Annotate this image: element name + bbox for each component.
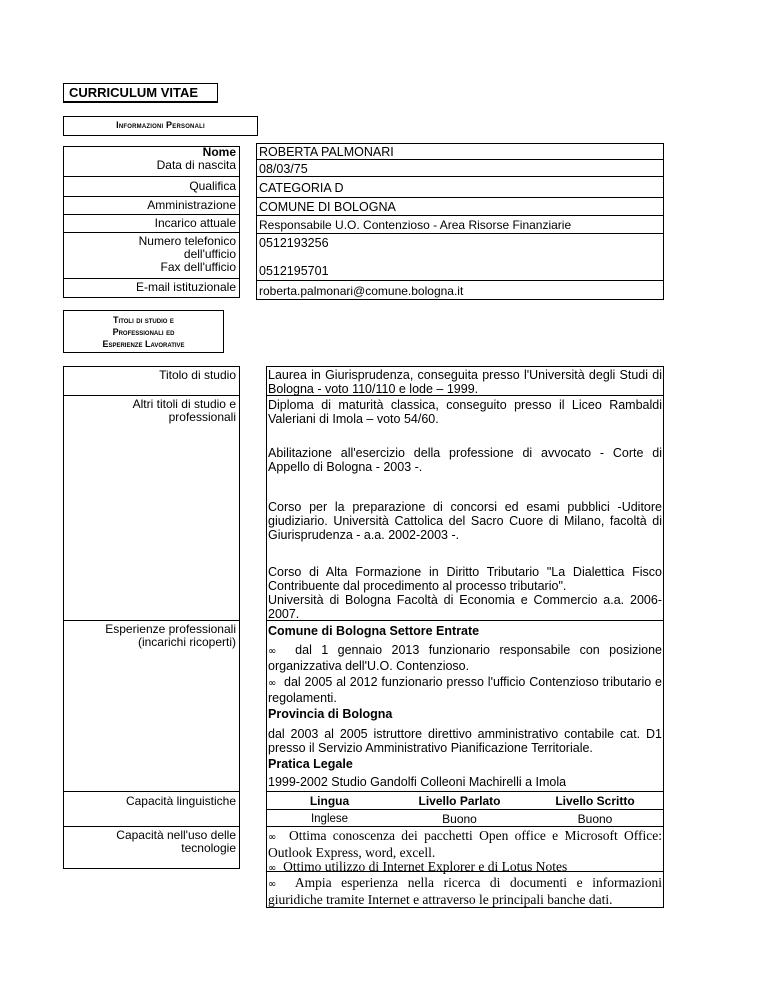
fax-label: Fax dell'ufficio [160,260,236,274]
org2-heading: Provincia di Bologna [268,707,393,721]
experience-label-1: Esperienze professionali [105,622,236,636]
email-label: E-mail istituzionale [135,280,236,294]
studies-section-header [63,310,224,353]
org3-heading: Pratica Legale [268,757,353,771]
personal-section-header [63,116,258,136]
nascita-value: 08/03/75 [259,162,308,176]
studies-header-line3: Esperienze Lavorative [102,339,185,349]
qualifica-value: CATEGORIA D [259,181,344,195]
org1-item-2 [268,675,662,705]
bullet-icon: ∞ [268,832,277,843]
altri-item-5: Università di Bologna Facoltà di Economia e Commercio a.a. 2006-2007. [268,593,662,621]
amministrazione-label: Amministrazione [147,198,236,212]
tech-item-1-text: Ottima conoscenza dei pacchetti Open office e Microsoft Office: Outlook Express, word, excell. [268,828,662,860]
lang-value-parlato: Buono [442,811,477,826]
tech-item-3-text: Ampia esperienza nella ricerca di documenti e informazioni giuridiche tramite Internet e attraverso le principali banche dati. [268,875,662,907]
org2-text: dal 2003 al 2005 istruttore direttivo amministrativo contabile cat. D1 presso il Servizio Amministrativo Pianificazione Territoriale. [268,727,662,755]
lang-header-lingua: Lingua [309,793,350,808]
org1-heading: Comune di Bologna Settore Entrate [268,624,480,638]
fax-value: 0512195701 [259,264,329,278]
email-value: roberta.palmonari@comune.bologna.it [259,284,464,298]
personal-header-text: Informazioni Personali [116,120,205,130]
incarico-label: Incarico attuale [154,216,236,230]
org1-item-1-text: dal 1 gennaio 2013 funzionario responsabile con posizione organizzativa dell'U.O. Contenzioso. [268,643,662,673]
cv-title: CURRICULUM VITAE [69,85,199,100]
lang-header-parlato: Livello Parlato [418,793,501,808]
bullet-icon: ∞ [268,678,277,689]
tech-item-2-text: Ottimo utilizzo di Internet Explorer e di Lotus Notes [283,859,568,874]
org1-item-1 [268,643,662,673]
studies-header-line1: Titoli di studio e [113,315,174,325]
altri-item-3: Corso per la preparazione di concorsi ed esami pubblici -Uditore giudiziario. Università Cattolica del Sacro Cuore di Milano, facoltà di Giurisprudenza - a.a. 2002-2003 -. [268,500,662,542]
titolo-value: Laurea in Giurisprudenza, conseguita presso l'Università degli Studi di Bologna - voto 110/110 e lode – 1999. [268,368,662,396]
telefono-label-1: Numero telefonico [138,234,236,248]
org3-text: 1999-2002 Studio Gandolfi Colleoni Machirelli a Imola [268,775,567,789]
cv-title-box [63,83,218,103]
qualifica-label: Qualifica [189,179,236,193]
altri-label-2: professionali [168,410,236,424]
lang-value-scritto: Buono [577,811,613,826]
bullet-icon: ∞ [268,879,277,890]
tech-item-2 [268,859,662,876]
tech-label-2: tecnologie [181,841,236,855]
nome-label: Nome [202,145,236,159]
altri-item-2: Abilitazione all'esercizio della professione di avvocato - Corte di Appello di Bologna - 2003 -. [268,446,662,474]
tech-item-1 [268,828,662,860]
bullet-icon: ∞ [268,646,277,657]
lang-header-scritto: Livello Scritto [555,793,635,808]
tech-label-1: Capacità nell'uso delle [116,828,236,842]
languages-label: Capacità linguistiche [125,794,236,808]
bullet-icon: ∞ [268,863,277,874]
org1-item-2-text: dal 2005 al 2012 funzionario presso l'ufficio Contenzioso tributario e regolamenti. [268,675,662,705]
lang-value-lingua: Inglese [310,812,349,825]
altri-item-1: Diploma di maturità classica, conseguito presso il Liceo Rambaldi Valeriani di Imola – voto 54/60. [268,398,662,426]
altri-item-4: Corso di Alta Formazione in Diritto Tributario "La Dialettica Fisco Contribuente dal procedimento al processo tributario". [268,565,662,593]
studies-header-line2: Professionali ed [112,327,175,337]
altri-label-1: Altri titoli di studio e [132,397,236,411]
telefono-label-2: dell'ufficio [183,247,236,261]
languages-table [267,792,663,827]
incarico-value: Responsabile U.O. Contenzioso - Area Risorse Finanziarie [259,218,572,232]
titolo-label: Titolo di studio [159,368,236,382]
nome-value: ROBERTA PALMONARI [259,145,394,159]
nascita-label: Data di nascita [156,158,236,172]
experience-label-2: (incarichi ricoperti) [137,635,236,649]
tech-item-3 [268,875,662,907]
amministrazione-value: COMUNE DI BOLOGNA [259,200,396,214]
telefono-value: 0512193256 [259,236,329,250]
